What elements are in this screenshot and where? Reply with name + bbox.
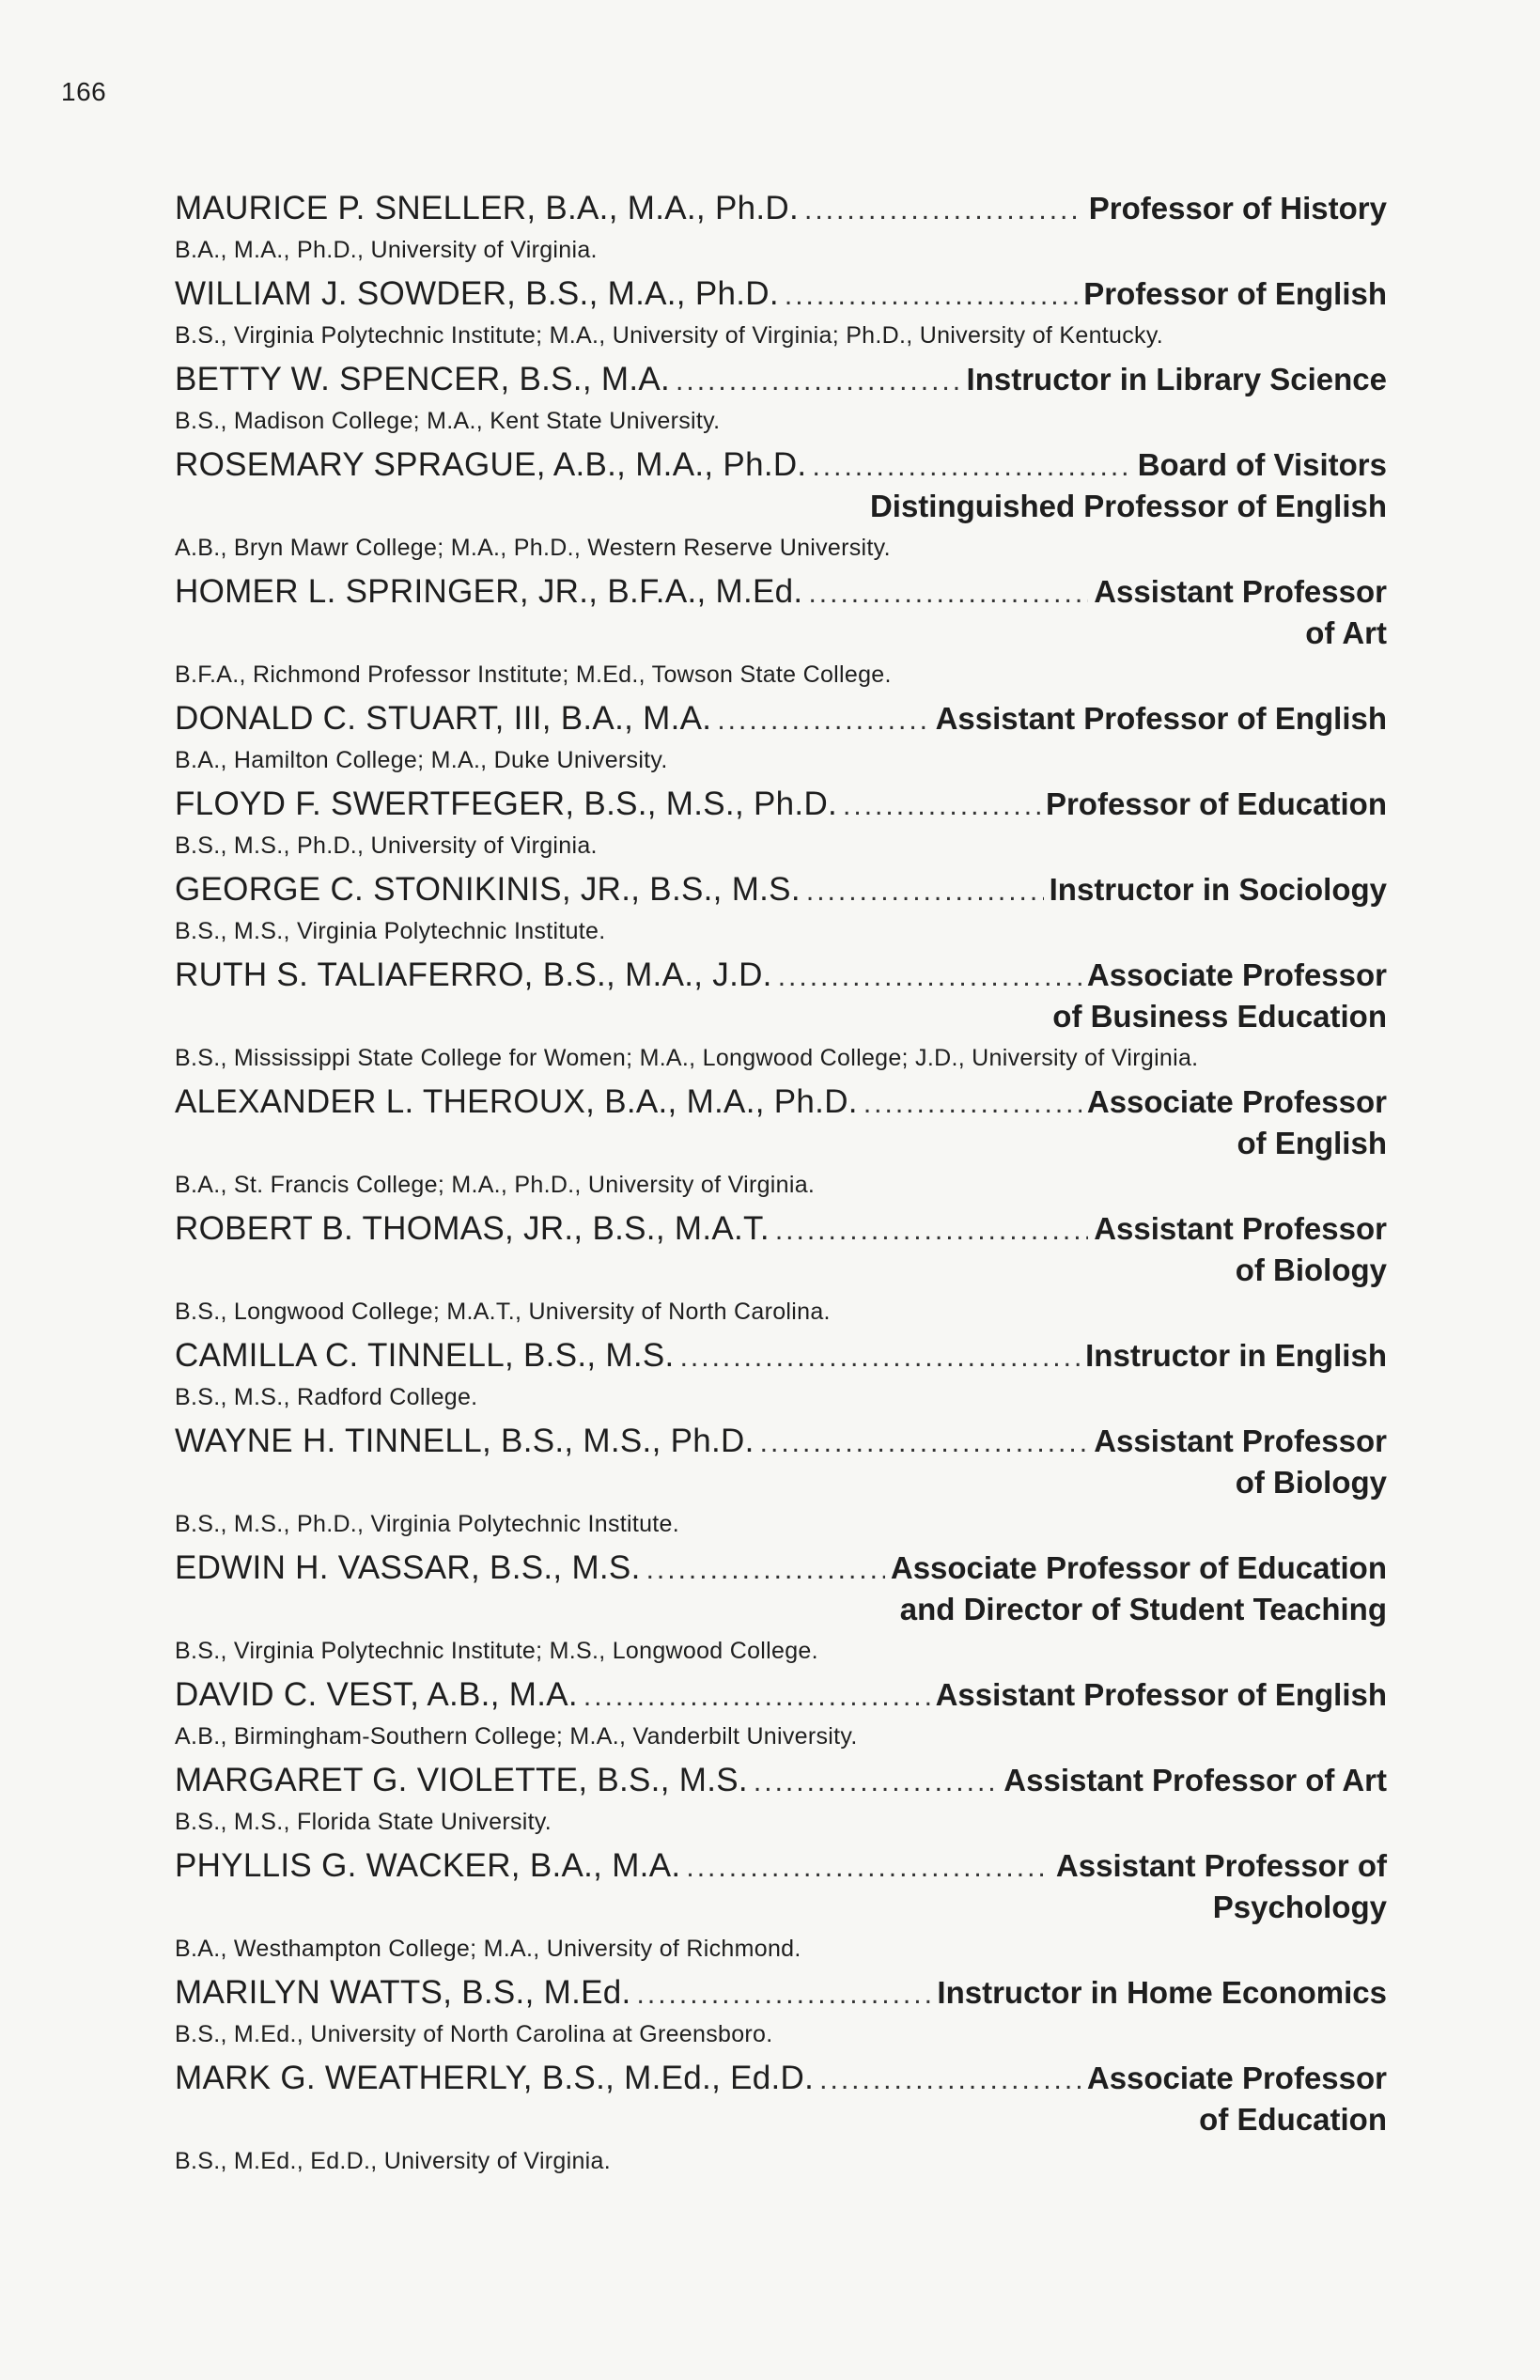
faculty-degrees: B.S., M.Ed., Ed.D., University of Virginia. [175,2148,611,2174]
faculty-title: Associate Professor [1086,957,1387,992]
faculty-entry [175,1548,1387,1671]
faculty-name: MARGARET G. VIOLETTE, B.S., M.S. [175,1762,748,1798]
entry-heading-line [175,784,1387,825]
faculty-entry [175,444,1387,568]
faculty-degrees: B.S., Mississippi State College for Women; M.A., Longwood College; J.D., University of Virginia. [175,1045,1199,1071]
entry-heading-line [175,1421,1387,1462]
faculty-entry [175,1081,1387,1205]
faculty-title-continuation: of Education [1199,2102,1387,2137]
faculty-entry [175,869,1387,951]
faculty-title: Associate Professor [1086,1084,1387,1119]
faculty-title: Instructor in Library Science [966,362,1387,397]
faculty-title: Assistant Professor of [1055,1848,1387,1883]
faculty-entry [175,571,1387,694]
faculty-name: FLOYD F. SWERTFEGER, B.S., M.S., Ph.D. [175,786,838,822]
faculty-title: Assistant Professor of English [935,701,1387,736]
faculty-degrees: B.S., M.S., Ph.D., University of Virginia. [175,832,598,859]
faculty-degrees: B.A., Hamilton College; M.A., Duke University. [175,747,668,773]
dot-leader [637,1974,932,2015]
dot-leader [785,275,1078,317]
faculty-list [175,188,1387,2185]
faculty-entry [175,1674,1387,1756]
faculty-name: MARK G. WEATHERLY, B.S., M.Ed., Ed.D. [175,2060,815,2096]
entry-heading-line [175,1081,1387,1123]
faculty-degrees: B.S., M.S., Ph.D., Virginia Polytechnic Institute. [175,1511,679,1537]
faculty-title-continuation: Psychology [1212,1890,1387,1924]
entry-heading-line [175,1335,1387,1377]
faculty-entry [175,2058,1387,2181]
faculty-title-continuation: and Director of Student Teaching [899,1592,1387,1626]
faculty-name: RUTH S. TALIAFERRO, B.S., M.A., J.D. [175,957,772,993]
faculty-title-continuation: of Biology [1235,1252,1387,1287]
dot-leader [804,190,1083,231]
dot-leader [812,446,1131,488]
faculty-degrees: B.S., Virginia Polytechnic Institute; M.S., Longwood College. [175,1638,818,1664]
faculty-name: PHYLLIS G. WACKER, B.A., M.A. [175,1847,681,1884]
faculty-name: EDWIN H. VASSAR, B.S., M.S. [175,1549,641,1586]
faculty-title: Assistant Professor [1094,1423,1387,1458]
dot-leader [843,786,1040,827]
faculty-title-continuation: of Business Education [1052,999,1387,1034]
faculty-degrees: B.F.A., Richmond Professor Institute; M.Ed., Towson State College. [175,661,892,688]
faculty-entry [175,359,1387,441]
entry-heading-line [175,1208,1387,1250]
faculty-title: Instructor in Home Economics [937,1975,1387,2010]
faculty-title: Professor of Education [1045,786,1387,821]
faculty-degrees: B.A., M.A., Ph.D., University of Virginia. [175,237,598,263]
entry-heading-line [175,2058,1387,2099]
faculty-title-continuation: of English [1237,1126,1387,1160]
dot-leader [754,1762,998,1803]
faculty-entry [175,188,1387,270]
faculty-name: WAYNE H. TINNELL, B.S., M.S., Ph.D. [175,1423,754,1459]
faculty-title: Assistant Professor [1094,574,1387,609]
faculty-name: HOMER L. SPRINGER, JR., B.F.A., M.Ed. [175,573,803,610]
faculty-entry [175,698,1387,780]
faculty-title: Board of Visitors [1137,447,1387,482]
faculty-title: Assistant Professor [1094,1211,1387,1246]
faculty-entry [175,1335,1387,1417]
faculty-entry [175,1208,1387,1331]
faculty-name: DONALD C. STUART, III, B.A., M.A. [175,700,712,737]
faculty-degrees: B.A., Westhampton College; M.A., University of Richmond. [175,1936,801,1962]
faculty-title: Professor of English [1083,276,1387,311]
faculty-entry [175,1845,1387,1968]
dot-leader [717,700,929,741]
faculty-name: DAVID C. VEST, A.B., M.A. [175,1676,578,1713]
faculty-entry [175,784,1387,865]
faculty-name: GEORGE C. STONIKINIS, JR., B.S., M.S. [175,871,801,908]
faculty-degrees: B.S., Virginia Polytechnic Institute; M.A., University of Virginia; Ph.D., University of Kentucky. [175,322,1164,349]
entry-heading-line [175,1972,1387,2014]
faculty-degrees: B.S., Madison College; M.A., Kent State University. [175,408,721,434]
faculty-title: Associate Professor [1086,2061,1387,2095]
entry-heading-line [175,955,1387,996]
faculty-title: Assistant Professor of English [935,1677,1387,1712]
faculty-name: CAMILLA C. TINNELL, B.S., M.S. [175,1337,675,1374]
entry-heading-line [175,698,1387,739]
faculty-degrees: B.S., Longwood College; M.A.T., University of North Carolina. [175,1299,831,1325]
faculty-title: Instructor in English [1085,1338,1387,1373]
faculty-name: ALEXANDER L. THEROUX, B.A., M.A., Ph.D. [175,1083,858,1120]
faculty-title-continuation: of Biology [1235,1465,1387,1500]
faculty-name: ROSEMARY SPRAGUE, A.B., M.A., Ph.D. [175,446,807,483]
faculty-name: MARILYN WATTS, B.S., M.Ed. [175,1974,631,2011]
faculty-degrees: B.S., M.S., Virginia Polytechnic Institute. [175,918,606,944]
page-number: 166 [61,77,107,106]
faculty-degrees: B.S., M.S., Radford College. [175,1384,478,1410]
faculty-name: BETTY W. SPENCER, B.S., M.A. [175,361,671,397]
faculty-degrees: B.A., St. Francis College; M.A., Ph.D., University of Virginia. [175,1172,816,1198]
dot-leader [680,1337,1081,1378]
entry-heading-line [175,1845,1387,1887]
dot-leader [646,1549,885,1591]
faculty-entry [175,955,1387,1078]
faculty-degrees: B.S., M.S., Florida State University. [175,1809,552,1835]
dot-leader [863,1083,1081,1125]
faculty-degrees: A.B., Birmingham-Southern College; M.A., Vanderbilt University. [175,1723,858,1750]
faculty-name: ROBERT B. THOMAS, JR., B.S., M.A.T. [175,1210,770,1247]
dot-leader [775,1210,1088,1252]
faculty-title: Professor of History [1088,191,1387,226]
faculty-entry [175,273,1387,355]
entry-heading-line [175,1674,1387,1716]
entry-heading-line [175,1548,1387,1589]
dot-leader [583,1676,930,1718]
dot-leader [806,871,1044,912]
faculty-entry [175,1760,1387,1842]
faculty-title: Assistant Professor of Art [1003,1763,1387,1797]
entry-heading-line [175,1760,1387,1801]
dot-leader [760,1423,1089,1464]
entry-heading-line [175,273,1387,315]
faculty-title: Associate Professor of Education [890,1550,1387,1585]
dot-leader [778,957,1081,998]
faculty-degrees: B.S., M.Ed., University of North Carolina at Greensboro. [175,2021,773,2047]
entry-heading-line [175,188,1387,229]
faculty-name: MAURICE P. SNELLER, B.A., M.A., Ph.D. [175,190,799,226]
entry-heading-line [175,571,1387,613]
entry-heading-line [175,359,1387,400]
dot-leader [686,1847,1050,1889]
entry-heading-line [175,444,1387,486]
faculty-entry [175,1421,1387,1544]
faculty-title: Instructor in Sociology [1049,872,1387,907]
dot-leader [808,573,1088,614]
dot-leader [819,2060,1081,2101]
faculty-name: WILLIAM J. SOWDER, B.S., M.A., Ph.D. [175,275,779,312]
faculty-title-continuation: Distinguished Professor of English [869,489,1387,523]
faculty-title-continuation: of Art [1305,615,1387,650]
dot-leader [676,361,961,402]
entry-heading-line [175,869,1387,910]
faculty-entry [175,1972,1387,2054]
faculty-degrees: A.B., Bryn Mawr College; M.A., Ph.D., Western Reserve University. [175,535,891,561]
